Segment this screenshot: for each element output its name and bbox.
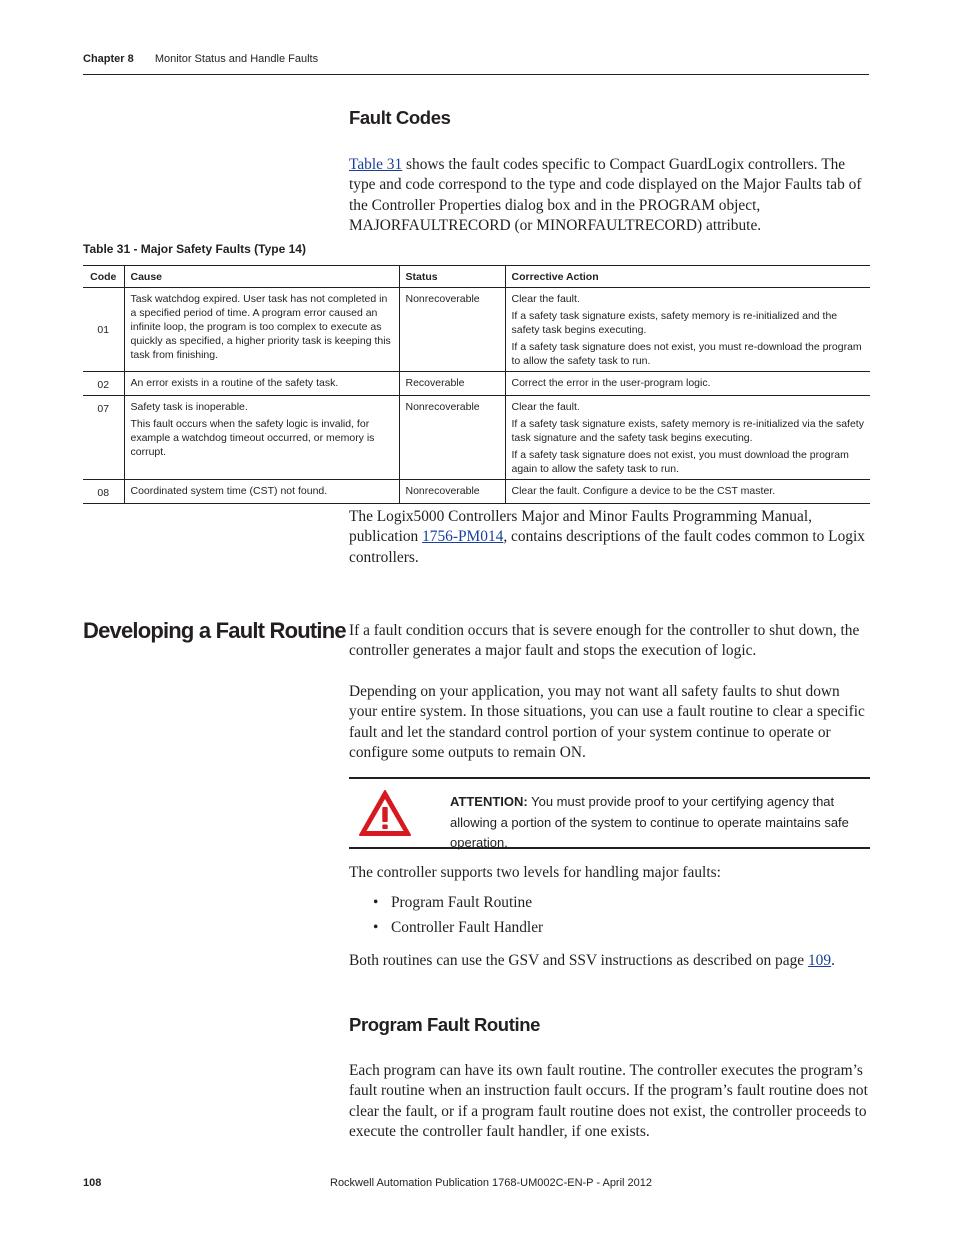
- paragraph-text: , contains descriptions of the fault codes common to Logix controllers.: [349, 528, 865, 566]
- row-action: [505, 396, 870, 480]
- row-code: 02: [83, 372, 124, 396]
- page-109-link[interactable]: 109: [807, 952, 832, 969]
- paragraph-text: The Logix5000 Controllers Major and Minor Faults Programming Manual, publication: [349, 508, 812, 546]
- major-safety-faults-table: [83, 265, 870, 504]
- column-header-cause: Cause: [124, 266, 399, 288]
- developing-paragraph-2: Depending on your application, you may not want all safety faults to shut down your entire system. In those situations, you can use a fault routine to clear a specific fault and let the standard control portion of your system continue to operate or configure some outputs to remain ON.: [349, 683, 865, 762]
- action-text: Clear the fault.: [511, 293, 580, 305]
- row-cause: [124, 396, 399, 480]
- row-status: Nonrecoverable: [399, 288, 505, 372]
- table-row: [83, 288, 870, 372]
- paragraph-end: .: [831, 952, 835, 969]
- cause-text: Coordinated system time (CST) not found.: [130, 485, 328, 497]
- attention-message: You must provide proof to your certifying agency that allowing a portion of the system to continue to operate maintains safe operation.: [450, 794, 849, 850]
- page-number: 108: [83, 1177, 102, 1189]
- row-status: Recoverable: [399, 372, 505, 396]
- table-row: [83, 480, 870, 504]
- warning-triangle-icon: [357, 788, 413, 838]
- pm014-link[interactable]: 1756-PM014: [422, 528, 504, 546]
- row-action: [505, 480, 870, 504]
- action-text: Clear the fault. Configure a device to be the CST master.: [511, 485, 776, 497]
- running-header: [83, 53, 318, 65]
- fault-codes-heading: Fault Codes: [349, 107, 451, 128]
- major-minor-faults-paragraph: [349, 507, 871, 568]
- list-item: [349, 918, 871, 943]
- developing-fault-routine-heading: Developing a Fault Routine: [83, 618, 346, 643]
- row-code: 08: [83, 480, 124, 504]
- table-row: [83, 396, 870, 480]
- table-caption: Table 31 - Major Safety Faults (Type 14): [83, 242, 306, 256]
- attention-bottom-rule: [349, 847, 870, 849]
- row-status: Nonrecoverable: [399, 480, 505, 504]
- fault-codes-intro-text: shows the fault codes specific to Compact GuardLogix controllers. The type and code correspond to the type and code displayed on the Major Faults tab of the Controller Properties dialog box and in the PROGRAM object, MAJORFAULTRECORD (or MINORFAULTRECORD) attribute.: [349, 156, 862, 235]
- fault-codes-intro: [349, 155, 871, 237]
- publication-footer: Rockwell Automation Publication 1768-UM002C-EN-P - April 2012: [330, 1177, 653, 1189]
- paragraph-text: Both routines can use the GSV and SSV instructions as described on page: [349, 952, 808, 969]
- column-header-code: Code: [83, 266, 124, 288]
- row-action: [505, 372, 870, 396]
- list-item: [349, 893, 871, 918]
- bullet-icon: •: [373, 919, 379, 936]
- developing-paragraph-1: If a fault condition occurs that is severe enough for the controller to shut down, the controller generates a major fault and stops the execution of logic.: [349, 622, 860, 660]
- program-fault-routine-heading: Program Fault Routine: [349, 1014, 540, 1035]
- bullet-icon: •: [373, 894, 379, 911]
- attention-label: ATTENTION:: [450, 794, 528, 809]
- row-code: 07: [83, 396, 124, 480]
- row-action: [505, 288, 870, 372]
- attention-text: [450, 792, 860, 854]
- list-item-label: Controller Fault Handler: [391, 919, 544, 936]
- chapter-label: Chapter 8: [83, 53, 134, 65]
- action-text: If a safety task signature does not exist, you must re-download the program to allow the safety task to run.: [511, 341, 862, 367]
- table-header-row: [83, 266, 870, 288]
- header-rule: [83, 74, 869, 75]
- action-text: If a safety task signature does not exist, you must download the program again to allow the safety task to run.: [511, 449, 849, 475]
- row-code: 01: [83, 288, 124, 372]
- cause-text: An error exists in a routine of the safety task.: [130, 377, 339, 389]
- both-routines-paragraph: [349, 951, 871, 971]
- row-status: Nonrecoverable: [399, 396, 505, 480]
- row-cause: [124, 372, 399, 396]
- table-31-link[interactable]: Table 31: [349, 156, 403, 173]
- cause-text: This fault occurs when the safety logic is invalid, for example a watchdog timeout occurred, or memory is corrupt.: [130, 418, 375, 458]
- chapter-title: Monitor Status and Handle Faults: [154, 53, 319, 65]
- table-row: [83, 372, 870, 396]
- cause-text: Task watchdog expired. User task has not completed in a specified period of time. A program error caused an infinite loop, the program is too complex to execute as quickly as specified, a higher priority task is keeping this task from finishing.: [130, 293, 391, 361]
- action-text: If a safety task signature exists, safety memory is re-initialized via the safety task signature and the safety task begins executing.: [511, 418, 864, 444]
- column-header-action: Corrective Action: [505, 266, 870, 288]
- row-cause: [124, 480, 399, 504]
- row-cause: [124, 288, 399, 372]
- column-header-status: Status: [399, 266, 505, 288]
- attention-top-rule: [349, 777, 870, 779]
- action-text: Clear the fault.: [511, 401, 580, 413]
- action-text: Correct the error in the user-program logic.: [511, 377, 711, 389]
- levels-list: [349, 893, 871, 943]
- list-item-label: Program Fault Routine: [391, 894, 533, 911]
- cause-text: Safety task is inoperable.: [130, 401, 248, 413]
- levels-intro: The controller supports two levels for handling major faults:: [349, 864, 721, 881]
- action-text: If a safety task signature exists, safety memory is re-initialized and the safety task begins executing.: [511, 310, 838, 336]
- program-fault-paragraph: Each program can have its own fault routine. The controller executes the program’s fault routine when an instruction fault occurs. If the program’s fault routine does not clear the fault, or if a program fault routine does not exist, the controller proceeds to execute the controller fault handler, if one exists.: [349, 1062, 868, 1141]
